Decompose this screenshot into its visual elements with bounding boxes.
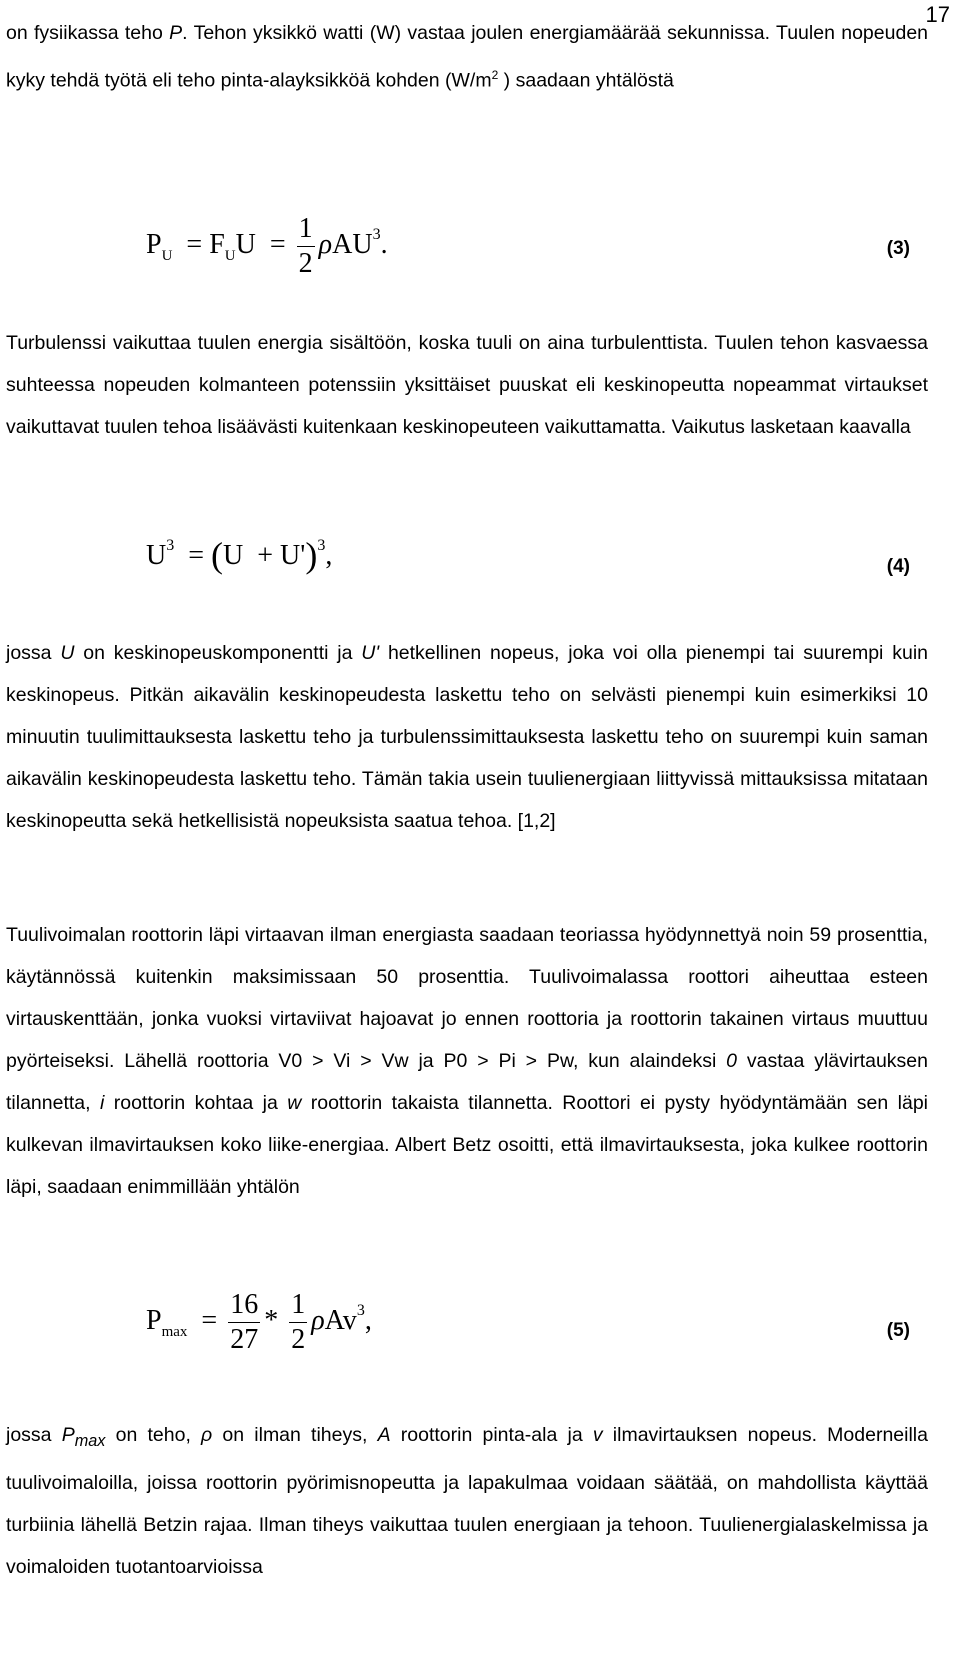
equation-3 — [0, 208, 960, 288]
paragraph-3: jossa U on keskinopeuskomponentti ja U' hetkellinen nopeus, joka voi olla pienempi tai suurempi kuin keskinopeus. Pitkän aikavälin keskinopeudesta laskettu teho on selvästi pienempi kuin esimerkiksi 10 minuutin tuulimittauksesta laskettu teho ja turbulenssimittauksesta laskettu teho on suurempi kuin saman aikavälin keskinopeudesta laskettu teho. Tämän takia usein tuulienergiaan liittyvissä mittauksissa mitataan keskinopeutta sekä hetkellisistä nopeuksista saatua tehoa. [1,2] — [6, 642, 928, 832]
equation-3-body: $P_U = F_UU$ = $\frac{1}{2}$ ρAU$^3$. — [146, 213, 388, 279]
equation-4-body: $U^3 = (U + U')^3$, — [146, 535, 333, 575]
equation-5-body: $P_{max}$ = $\frac{16}{27}$ * $\frac{1}{2}$ ρAv$^3$, — [146, 1289, 372, 1355]
equation-5-number: (5) — [886, 1320, 910, 1341]
page-number: 17 — [925, 2, 950, 27]
paragraph-5: jossa $P_{max}$ on teho, ρ on ilman tiheys, A roottorin pinta-ala ja v ilmavirtauksen nopeus. Moderneilla tuulivoimaloilla, joissa roottorin pyörimisnopeutta ja lapakulmaa voidaan säätää, on mahdollista käyttää turbiinia lähellä Betzin rajaa. Ilman tiheys vaikuttaa tuulen energiaan ja tehoon. Tuulienergialaskelmissa ja voimaloiden tuotantoarvioissa — [6, 1424, 928, 1578]
equation-4-number: (4) — [886, 556, 910, 577]
equation-3-number: (3) — [886, 238, 910, 259]
equation-5 — [0, 1288, 960, 1368]
paragraph-4: Tuulivoimalan roottorin läpi virtaavan ilman energiasta saadaan teoriassa hyödynnettyä noin 59 prosenttia, käytännössä kuitenkin maksimissaan 50 prosenttia. Tuulivoimalassa roottori aiheuttaa esteen virtauskenttään, jonka vuoksi virtaviivat hajoavat jo ennen roottoria ja roottorin takainen virtaus muuttuu pyörteiseksi. Lähellä roottoria V0 > Vi > Vw ja P0 > Pi > Pw, kun alaindeksi 0 vastaa ylävirtauksen tilannetta, i roottorin kohtaa ja w roottorin takaista tilannetta. Roottori ei pysty hyödyntämään sen läpi kulkevan ilmavirtauksen koko liike-energiaa. Albert Betz osoitti, että ilmavirtauksesta, joka kulkee roottorin läpi, saadaan enimmillään yhtälön — [6, 924, 928, 1198]
equation-4 — [0, 530, 960, 610]
paragraph-2: Turbulenssi vaikuttaa tuulen energia sisältöön, koska tuuli on aina turbulenttista. Tuulen tehon kasvaessa suhteessa nopeuden kolmanteen potenssiin yksittäiset puuskat eli keskinopeutta nopeammat virtaukset vaikuttavat tuulen tehoa lisäävästi kuitenkaan keskinopeuteen vaikuttamatta. Vaikutus lasketaan kaavalla — [6, 332, 928, 438]
paragraph-1: on fysiikassa teho P. Tehon yksikkö watti (W) vastaa joulen energiamäärää sekunnissa. Tuulen nopeuden kyky tehdä työtä eli teho pinta-alayksikköä kohden ($W/m^2$ ) saadaan yhtälöstä — [6, 22, 929, 92]
